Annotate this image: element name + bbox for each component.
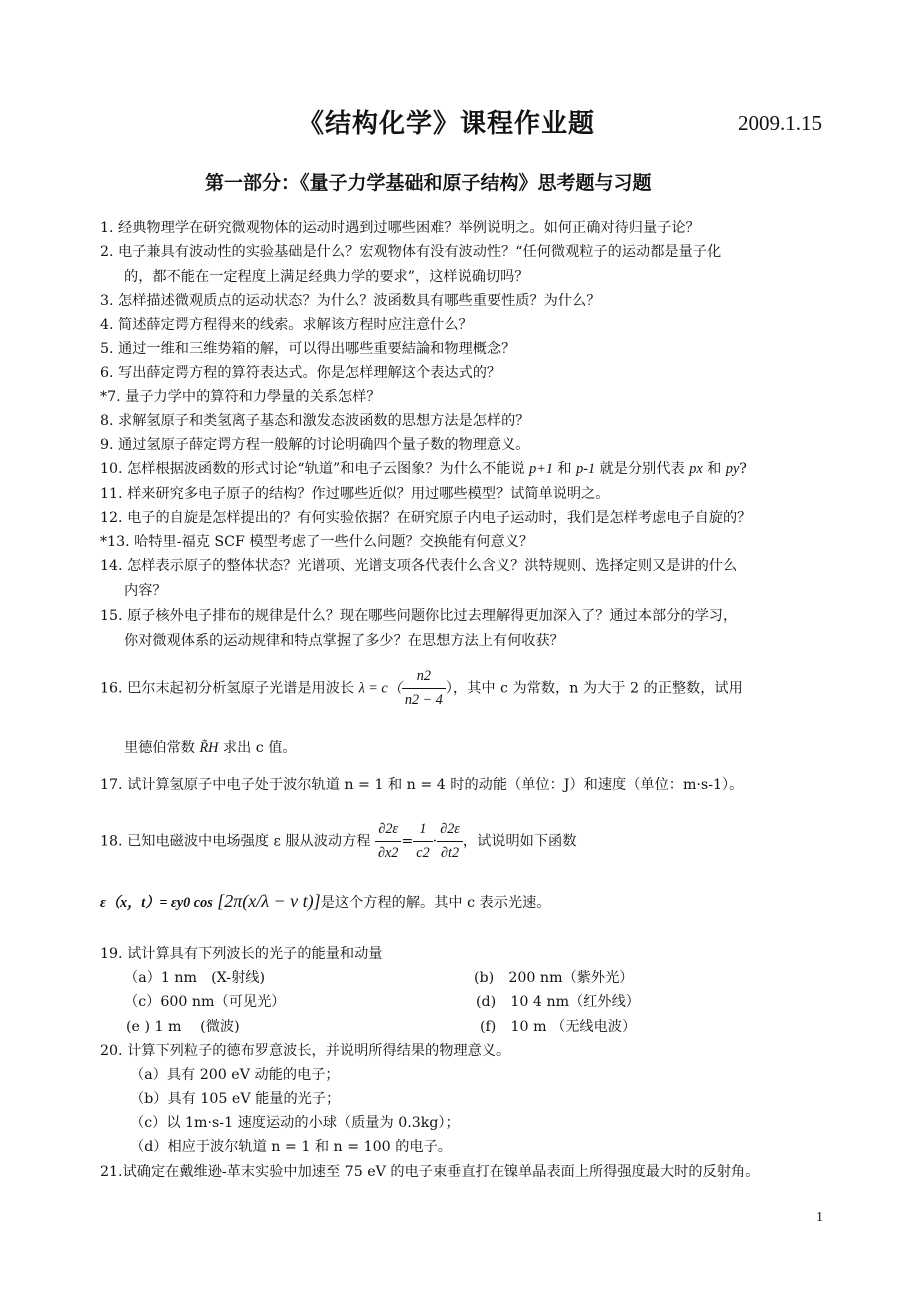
q20-item-d: （d）相应于波尔轨道 n = 1 和 n = 100 的电子。	[130, 1139, 452, 1155]
p-y: py	[725, 461, 740, 477]
balmer-fraction: $\frac{n2}{n2 - 4}$	[402, 665, 446, 712]
question-18-text: 18. 已知电磁波中电场强度 ε 服从波动方程	[100, 833, 371, 850]
question-18: 18. 已知电磁波中电场强度 ε 服从波动方程 $\frac{\partial 2\varepsilon}{\partial x2}$ = $\frac{1}{c2}$ · $\frac{\partial 2\varepsilon}{\partial t2}$ ，试说明如下函数	[100, 818, 576, 865]
wave-rhs-fraction: $\frac{\partial 2\varepsilon}{\partial t2}$	[437, 818, 463, 865]
question-6: 6. 写出薛定谔方程的算符表达式。你是怎样理解这个表达式的？	[100, 365, 502, 381]
p-plus-one: p+1	[529, 461, 553, 477]
question-15-line-1: 15. 原子核外电子排布的规律是什么？现在哪些问题你比过去理解得更加深入了？通过本部分的学习，	[100, 608, 738, 624]
question-13: *13. 哈特里-福克 SCF 模型考虑了一些什么问题？交换能有何意义？	[100, 534, 534, 550]
section-subtitle: 第一部分：《量子力学基础和原子结构》思考题与习题	[205, 172, 652, 194]
question-21: 21.试确定在戴维逊-革末实验中加速至 75 eV 的电子束垂直打在镍单晶表面上所得强度最大时的反射角。	[100, 1164, 760, 1180]
question-17: 17. 试计算氢原子中电子处于波尔轨道 n = 1 和 n = 4 时的动能（单位：J）和速度（单位：m·s-1）。	[100, 777, 744, 793]
question-16: 16. 巴尔末起初分析氢原子光谱是用波长 λ = c（ $\frac{n2}{n2 - 4}$ ），其中 c 为常数，n 为大于 2 的正整数，试用	[100, 665, 743, 712]
question-15-line-2: 你对微观体系的运动规律和特点掌握了多少？在思想方法上有何收获？	[124, 633, 564, 649]
question-1: 1. 经典物理学在研究微观物体的运动时遇到过哪些困难？举例说明之。如何正确对待归量子论？	[100, 220, 700, 236]
q19-item-b: (b) 200 nm（紫外光）	[474, 970, 634, 986]
question-2-line-1: 2. 电子兼具有波动性的实验基础是什么？宏观物体有没有波动性？“任何微观粒子的运动都是量子化	[100, 244, 722, 260]
question-19: 19. 试计算具有下列波长的光子的能量和动量	[100, 946, 383, 962]
question-3: 3. 怎样描述微观质点的运动状态？为什么？波函数具有哪些重要性质？为什么？	[100, 293, 601, 309]
question-10-text: 10. 怎样根据波函数的形式讨论“轨道”和电子云图象？为什么不能说	[100, 461, 530, 477]
question-4: 4. 简述薛定谔方程得来的线索。求解该方程时应注意什么？	[100, 317, 473, 333]
q19-item-c: （c）600 nm（可见光）	[124, 994, 286, 1010]
question-12: 12. 电子的自旋是怎样提出的？有何实验依据？在研究原子内电子运动时，我们是怎样考虑电子自旋的？	[100, 510, 752, 526]
document-date: 2009.1.15	[738, 111, 822, 135]
q19-item-e: (e ) 1 m (微波)	[126, 1019, 240, 1035]
wave-c-fraction: $\frac{1}{c2}$	[413, 818, 432, 865]
question-5: 5. 通过一维和三维势箱的解，可以得出哪些重要結論和物理概念？	[100, 341, 516, 357]
question-11: 11. 样来研究多电子原子的结构？作过哪些近似？用过哪些模型？试简单说明之。	[100, 486, 610, 502]
wave-solution-lhs: ε（x，t）= εy0 cos	[100, 895, 213, 911]
q19-item-f: (f) 10 m （无线电波）	[480, 1019, 637, 1035]
rydberg-constant: R̃H	[199, 740, 219, 756]
p-minus-one: p-1	[576, 461, 596, 477]
page-number: 1	[816, 1210, 823, 1225]
q19-item-a: （a）1 nm (X-射线)	[124, 970, 265, 986]
wave-lhs-fraction: $\frac{\partial 2\varepsilon}{\partial x2}$	[375, 818, 401, 865]
document-title: 《结构化学》课程作业题	[298, 109, 596, 139]
question-16-text: 16. 巴尔末起初分析氢原子光谱是用波长	[100, 680, 359, 697]
question-20: 20. 计算下列粒子的德布罗意波长，并说明所得结果的物理意义。	[100, 1043, 511, 1059]
question-2-line-2: 的，都不能在一定程度上满足经典力学的要求”，这样说确切吗？	[124, 269, 529, 285]
q20-item-b: （b）具有 105 eV 能量的光子；	[130, 1091, 341, 1107]
question-7: *7. 量子力学中的算符和力學量的关系怎样？	[100, 389, 381, 405]
q20-item-a: （a）具有 200 eV 动能的电子；	[130, 1067, 340, 1083]
wave-solution-bracket: [2π(x/λ − ν t)]	[217, 891, 321, 911]
question-8: 8. 求解氢原子和类氢离子基态和激发态波函数的思想方法是怎样的？	[100, 413, 530, 429]
question-18-line-2: ε（x，t）= εy0 cos [2π(x/λ − ν t)]是这个方程的解。其中 c 表示光速。	[100, 891, 551, 911]
q19-item-d: (d) 10 4 nm（红外线）	[476, 994, 640, 1010]
question-10: 10. 怎样根据波函数的形式讨论“轨道”和电子云图象？为什么不能说 p+1 和 p-1 就是分别代表 px 和 py?	[100, 461, 747, 477]
question-9: 9. 通过氢原子薛定谔方程一般解的讨论明确四个量子数的物理意义。	[100, 437, 530, 453]
balmer-formula-lhs: λ = c（	[358, 680, 402, 697]
question-16-line-2: 里德伯常数 R̃H 求出 c 值。	[124, 740, 297, 756]
q20-item-c: （c）以 1m·s-1 速度运动的小球（质量为 0.3kg）；	[130, 1115, 460, 1131]
question-14-line-2: 内容？	[124, 583, 167, 599]
p-x: px	[689, 461, 703, 477]
question-14-line-1: 14. 怎样表示原子的整体状态？光谱项、光谱支项各代表什么含义？洪特规则、选择定则又是讲的什么	[100, 558, 738, 574]
